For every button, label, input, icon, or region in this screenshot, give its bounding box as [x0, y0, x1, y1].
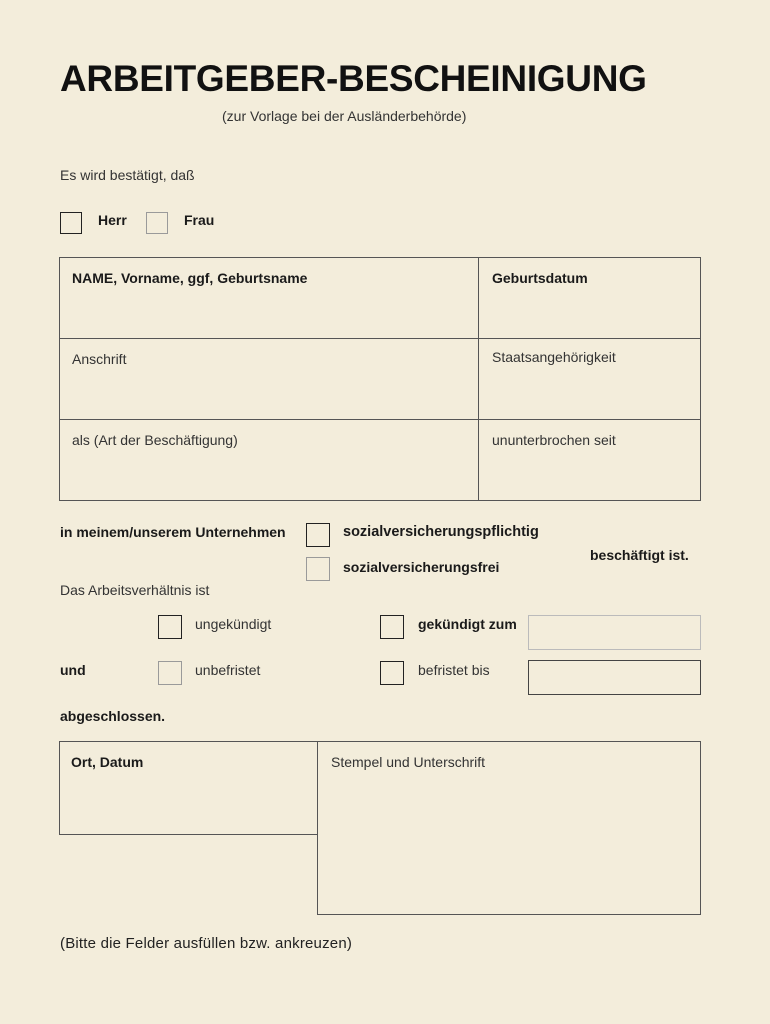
closing-label: abgeschlossen. — [60, 708, 166, 724]
insured-checkbox[interactable] — [306, 523, 330, 547]
unlimited-checkbox[interactable] — [158, 661, 182, 685]
uninsured-checkbox[interactable] — [306, 557, 330, 581]
terminated-label: gekündigt zum — [418, 616, 517, 632]
footer-note: (Bitte die Felder ausfüllen bzw. ankreuzen) — [60, 935, 353, 952]
terminated-checkbox[interactable] — [380, 615, 404, 639]
frau-checkbox[interactable] — [146, 212, 168, 234]
stamp-signature-label: Stempel und Unterschrift — [331, 754, 486, 770]
place-date-label: Ort, Datum — [71, 754, 144, 770]
unterminated-label: ungekündigt — [195, 616, 272, 632]
occupation-input[interactable] — [62, 454, 474, 498]
nationality-input[interactable] — [482, 373, 698, 415]
herr-checkbox[interactable] — [60, 212, 82, 234]
person-table-divider — [478, 257, 479, 501]
unterminated-checkbox[interactable] — [158, 615, 182, 639]
address-field-label: Anschrift — [72, 351, 127, 367]
company-label: in meinem/unserem Unternehmen — [60, 524, 286, 540]
page-title: ARBEITGEBER-BESCHEINIGUNG — [60, 58, 647, 99]
frau-label: Frau — [184, 212, 215, 228]
page-subtitle: (zur Vorlage bei der Ausländerbehörde) — [222, 108, 467, 124]
birthdate-field-label: Geburtsdatum — [492, 270, 588, 286]
uninsured-label: sozialversicherungsfrei — [343, 559, 500, 575]
limited-label: befristet bis — [418, 662, 490, 678]
intro-text: Es wird bestätigt, daß — [60, 167, 195, 183]
limited-date-field[interactable] — [528, 660, 701, 695]
name-input[interactable] — [62, 292, 474, 334]
occupation-field-label: als (Art der Beschäftigung) — [72, 432, 238, 448]
person-table-row-line — [59, 419, 701, 420]
employed-label: beschäftigt ist. — [590, 547, 689, 563]
contract-intro: Das Arbeitsverhältnis ist — [60, 582, 210, 598]
unlimited-label: unbefristet — [195, 662, 261, 678]
herr-label: Herr — [98, 212, 127, 228]
address-input[interactable] — [62, 373, 474, 415]
since-input[interactable] — [482, 454, 698, 498]
name-field-label: NAME, Vorname, ggf, Geburtsname — [72, 270, 308, 286]
terminated-date-field[interactable] — [528, 615, 701, 650]
since-field-label: ununterbrochen seit — [492, 432, 616, 448]
insured-label: sozialversicherungspflichtig — [343, 524, 539, 540]
and-label: und — [60, 662, 86, 678]
birthdate-input[interactable] — [482, 292, 698, 334]
person-table-row-line — [59, 338, 701, 339]
nationality-field-label: Staatsangehörigkeit — [492, 349, 616, 365]
limited-checkbox[interactable] — [380, 661, 404, 685]
